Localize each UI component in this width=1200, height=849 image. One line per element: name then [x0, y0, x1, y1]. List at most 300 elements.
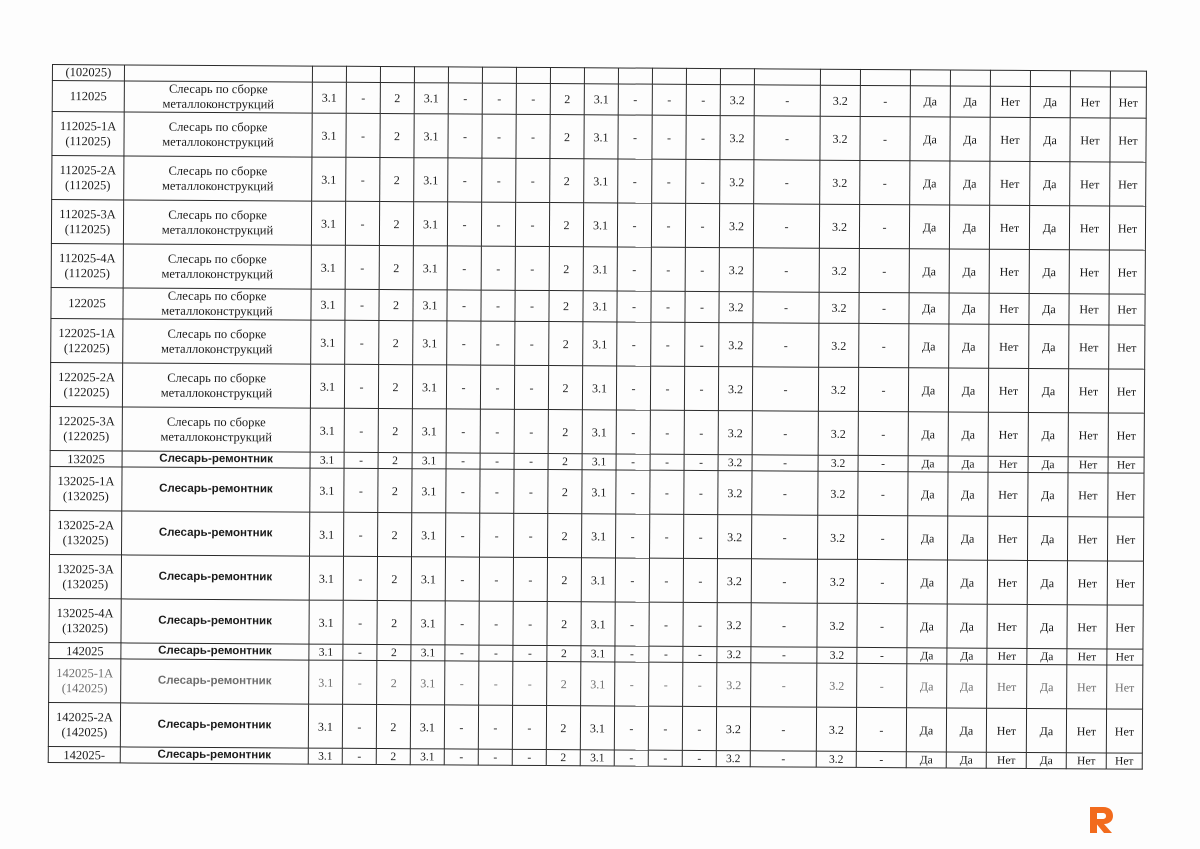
- value-cell: -: [649, 514, 683, 558]
- value-cell: -: [648, 750, 682, 766]
- value-cell: 2: [376, 704, 410, 748]
- row-code: 142025-1А (142025): [49, 658, 121, 702]
- empty-cell: [860, 69, 910, 85]
- value-cell: -: [683, 646, 717, 662]
- value-cell: 3.2: [717, 663, 751, 707]
- value-cell: -: [684, 454, 718, 470]
- row-profession: Слесарь по сборке металлоконструкций: [123, 319, 311, 364]
- value-cell: 3.1: [309, 512, 343, 556]
- value-cell: 2: [378, 409, 412, 453]
- value-cell: Да: [907, 648, 947, 664]
- value-cell: -: [752, 411, 818, 455]
- value-cell: -: [618, 84, 652, 115]
- value-cell: -: [652, 115, 686, 159]
- value-cell: Нет: [1070, 118, 1110, 162]
- row-profession: Слесарь по сборке металлоконструкций: [123, 288, 311, 320]
- empty-cell: [312, 66, 346, 82]
- value-cell: -: [444, 705, 478, 749]
- value-cell: -: [751, 515, 817, 559]
- value-cell: Да: [1027, 516, 1067, 560]
- value-cell: 3.1: [413, 202, 447, 246]
- value-cell: -: [650, 470, 684, 514]
- value-cell: Нет: [1110, 162, 1146, 206]
- value-cell: -: [615, 646, 649, 662]
- value-cell: 3.2: [719, 323, 753, 367]
- row-code: 112025-1А (112025): [52, 112, 124, 156]
- row-profession: Слесарь по сборке металлоконструкций: [124, 156, 312, 201]
- value-cell: Да: [907, 604, 947, 648]
- value-cell: -: [651, 322, 685, 366]
- value-cell: -: [649, 602, 683, 646]
- value-cell: 2: [377, 600, 411, 644]
- value-cell: -: [750, 751, 816, 767]
- value-cell: -: [614, 706, 648, 750]
- value-cell: -: [617, 247, 651, 291]
- value-cell: -: [445, 661, 479, 705]
- value-cell: Да: [950, 86, 990, 117]
- value-cell: 3.2: [820, 116, 860, 160]
- value-cell: 2: [548, 410, 582, 454]
- value-cell: 3.1: [309, 660, 343, 704]
- value-cell: 2: [379, 290, 413, 321]
- value-cell: Да: [1029, 249, 1069, 293]
- table-row: [52, 156, 1146, 207]
- value-cell: 3.1: [411, 513, 445, 557]
- value-cell: Да: [1026, 708, 1066, 752]
- empty-cell: [414, 67, 448, 83]
- value-cell: Да: [947, 604, 987, 648]
- table-row: [49, 598, 1143, 649]
- value-cell: Нет: [987, 516, 1027, 560]
- value-cell: -: [342, 704, 376, 748]
- value-cell: Нет: [1106, 753, 1142, 769]
- value-cell: Да: [949, 205, 989, 249]
- value-cell: 3.1: [584, 159, 618, 203]
- value-cell: -: [346, 113, 380, 157]
- empty-cell: [754, 69, 820, 85]
- table-row: [51, 200, 1145, 251]
- value-cell: -: [479, 513, 513, 557]
- value-cell: -: [514, 453, 548, 469]
- value-cell: 3.2: [717, 647, 751, 663]
- value-cell: -: [342, 748, 376, 764]
- table-row: [51, 243, 1145, 294]
- value-cell: 2: [550, 84, 584, 115]
- value-cell: Да: [910, 86, 950, 117]
- value-cell: -: [479, 645, 513, 661]
- value-cell: -: [480, 469, 514, 513]
- value-cell: 3.1: [583, 291, 617, 322]
- row-code: 122025-1А (122025): [51, 318, 123, 362]
- value-cell: Нет: [1110, 118, 1146, 162]
- value-cell: Нет: [990, 86, 1030, 117]
- value-cell: 3.1: [413, 290, 447, 321]
- value-cell: 3.2: [817, 515, 857, 559]
- value-cell: -: [446, 365, 480, 409]
- value-cell: 3.2: [817, 559, 857, 603]
- value-cell: -: [345, 320, 379, 364]
- value-cell: Да: [910, 117, 950, 161]
- value-cell: -: [446, 453, 480, 469]
- value-cell: -: [752, 455, 818, 471]
- value-cell: Да: [950, 117, 990, 161]
- value-cell: Да: [1028, 412, 1068, 456]
- value-cell: Да: [947, 664, 987, 708]
- value-cell: 3.2: [817, 603, 857, 647]
- value-cell: 2: [549, 203, 583, 247]
- value-cell: 2: [380, 158, 414, 202]
- row-code: 132025-2А (132025): [50, 510, 122, 554]
- value-cell: 3.1: [310, 452, 344, 468]
- value-cell: -: [482, 114, 516, 158]
- empty-cell: [482, 67, 516, 83]
- value-cell: Нет: [1109, 294, 1145, 325]
- value-cell: 3.1: [310, 408, 344, 452]
- value-cell: 2: [378, 365, 412, 409]
- value-cell: Да: [1030, 86, 1070, 117]
- value-cell: -: [684, 366, 718, 410]
- value-cell: -: [615, 662, 649, 706]
- value-cell: -: [860, 160, 910, 204]
- value-cell: 3.1: [584, 84, 618, 115]
- value-cell: Нет: [988, 456, 1028, 472]
- value-cell: -: [515, 290, 549, 321]
- value-cell: -: [751, 663, 817, 707]
- value-cell: -: [444, 749, 478, 765]
- value-cell: Да: [949, 293, 989, 324]
- value-cell: Нет: [1107, 605, 1143, 649]
- value-cell: -: [858, 411, 908, 455]
- value-cell: -: [516, 158, 550, 202]
- value-cell: -: [616, 454, 650, 470]
- value-cell: -: [614, 750, 648, 766]
- value-cell: Нет: [1108, 473, 1144, 517]
- value-cell: -: [683, 514, 717, 558]
- value-cell: -: [481, 202, 515, 246]
- value-cell: 2: [377, 644, 411, 660]
- value-cell: 3.1: [309, 556, 343, 600]
- row-code: 132025-4А (132025): [49, 598, 121, 642]
- value-cell: -: [858, 455, 908, 471]
- value-cell: -: [686, 115, 720, 159]
- value-cell: -: [346, 157, 380, 201]
- row-code: 122025-3А (122025): [50, 406, 122, 450]
- value-cell: 2: [376, 748, 410, 764]
- value-cell: -: [513, 645, 547, 661]
- empty-cell: [346, 66, 380, 82]
- value-cell: 3.1: [583, 203, 617, 247]
- value-cell: Да: [908, 456, 948, 472]
- value-cell: -: [856, 751, 906, 767]
- value-cell: -: [447, 246, 481, 290]
- value-cell: 3.1: [582, 470, 616, 514]
- value-cell: -: [615, 514, 649, 558]
- value-cell: -: [857, 647, 907, 663]
- value-cell: 2: [379, 202, 413, 246]
- value-cell: 3.2: [717, 603, 751, 647]
- value-cell: -: [683, 662, 717, 706]
- value-cell: 3.1: [583, 247, 617, 291]
- value-cell: -: [683, 558, 717, 602]
- data-table: [48, 64, 1147, 770]
- value-cell: -: [445, 645, 479, 661]
- empty-cell: [1110, 71, 1146, 87]
- value-cell: -: [859, 323, 909, 367]
- value-cell: Нет: [1068, 369, 1108, 413]
- empty-cell: [448, 67, 482, 83]
- value-cell: -: [343, 644, 377, 660]
- value-cell: -: [682, 750, 716, 766]
- value-cell: -: [445, 513, 479, 557]
- value-cell: 3.2: [720, 116, 754, 160]
- value-cell: -: [754, 160, 820, 204]
- value-cell: -: [650, 366, 684, 410]
- value-cell: -: [859, 292, 909, 323]
- row-code: 112025-4А (112025): [51, 243, 123, 287]
- value-cell: 3.1: [584, 115, 618, 159]
- value-cell: -: [346, 82, 380, 113]
- value-cell: -: [480, 409, 514, 453]
- value-cell: -: [753, 204, 819, 248]
- value-cell: -: [685, 322, 719, 366]
- value-cell: Нет: [1108, 413, 1144, 457]
- value-cell: -: [752, 471, 818, 515]
- value-cell: -: [514, 409, 548, 453]
- value-cell: -: [617, 291, 651, 322]
- value-cell: 3.1: [412, 453, 446, 469]
- row-profession: Слесарь по сборке металлоконструкций: [123, 200, 311, 245]
- value-cell: 3.1: [410, 705, 444, 749]
- value-cell: 3.1: [582, 366, 616, 410]
- value-cell: Да: [907, 516, 947, 560]
- value-cell: -: [512, 705, 546, 749]
- value-cell: -: [513, 557, 547, 601]
- value-cell: Да: [909, 293, 949, 324]
- value-cell: -: [515, 321, 549, 365]
- value-cell: 2: [547, 514, 581, 558]
- value-cell: Нет: [989, 249, 1029, 293]
- r-logo-shape: [1090, 807, 1113, 833]
- value-cell: Нет: [1069, 294, 1109, 325]
- value-cell: 3.2: [818, 411, 858, 455]
- value-cell: Нет: [987, 560, 1027, 604]
- value-cell: -: [752, 367, 818, 411]
- row-code: 112025-3А (112025): [51, 200, 123, 244]
- value-cell: -: [615, 602, 649, 646]
- value-cell: 2: [379, 246, 413, 290]
- value-cell: 3.2: [716, 707, 750, 751]
- value-cell: -: [481, 290, 515, 321]
- value-cell: -: [480, 453, 514, 469]
- row-code: 122025-2А (122025): [50, 362, 122, 406]
- value-cell: 3.2: [816, 751, 856, 767]
- value-cell: 3.1: [583, 322, 617, 366]
- row-code: 122025: [51, 287, 123, 318]
- value-cell: 3.2: [819, 323, 859, 367]
- empty-cell: [550, 68, 584, 84]
- value-cell: -: [344, 452, 378, 468]
- value-cell: Нет: [1107, 665, 1143, 709]
- table-row: [51, 318, 1145, 369]
- table-row: [52, 112, 1146, 163]
- value-cell: 3.2: [820, 85, 860, 116]
- value-cell: 3.2: [717, 515, 751, 559]
- value-cell: -: [753, 292, 819, 323]
- value-cell: 2: [380, 83, 414, 114]
- empty-cell: [820, 69, 860, 85]
- value-cell: 3.2: [720, 85, 754, 116]
- value-cell: Нет: [990, 161, 1030, 205]
- empty-cell: [652, 68, 686, 84]
- value-cell: -: [649, 558, 683, 602]
- value-cell: Нет: [1069, 325, 1109, 369]
- value-cell: -: [649, 646, 683, 662]
- value-cell: -: [343, 660, 377, 704]
- value-cell: 2: [548, 454, 582, 470]
- empty-cell: [584, 68, 618, 84]
- value-cell: Нет: [986, 708, 1026, 752]
- value-cell: -: [479, 557, 513, 601]
- value-cell: 3.1: [309, 644, 343, 660]
- value-cell: Нет: [987, 604, 1027, 648]
- value-cell: -: [617, 322, 651, 366]
- row-profession: Слесарь по сборке металлоконструкций: [124, 112, 312, 157]
- value-cell: 3.2: [818, 471, 858, 515]
- value-cell: 2: [546, 706, 580, 750]
- value-cell: -: [345, 289, 379, 320]
- value-cell: -: [447, 321, 481, 365]
- value-cell: Да: [906, 708, 946, 752]
- value-cell: Да: [1030, 161, 1070, 205]
- empty-cell: [1030, 70, 1070, 86]
- value-cell: -: [482, 83, 516, 114]
- value-cell: Нет: [988, 412, 1028, 456]
- value-cell: 3.2: [720, 160, 754, 204]
- value-cell: -: [446, 409, 480, 453]
- row-profession: Слесарь-ремонтник: [122, 467, 310, 512]
- value-cell: 3.2: [719, 292, 753, 323]
- value-cell: Нет: [989, 324, 1029, 368]
- value-cell: 3.1: [309, 600, 343, 644]
- value-cell: 2: [550, 115, 584, 159]
- value-cell: 3.1: [582, 454, 616, 470]
- empty-cell: [618, 68, 652, 84]
- value-cell: 3.1: [312, 113, 346, 157]
- value-cell: -: [751, 603, 817, 647]
- value-cell: -: [448, 114, 482, 158]
- value-cell: 3.2: [818, 367, 858, 411]
- row-code: 132025-3А (132025): [49, 554, 121, 598]
- value-cell: Да: [947, 648, 987, 664]
- row-code: 142025-: [48, 746, 120, 762]
- value-cell: -: [345, 201, 379, 245]
- value-cell: Нет: [987, 648, 1027, 664]
- value-cell: Да: [948, 368, 988, 412]
- value-cell: -: [618, 115, 652, 159]
- value-cell: 2: [549, 247, 583, 291]
- value-cell: 3.1: [312, 82, 346, 113]
- value-cell: 3.1: [414, 114, 448, 158]
- value-cell: 2: [548, 366, 582, 410]
- value-cell: -: [445, 601, 479, 645]
- value-cell: Да: [1027, 560, 1067, 604]
- value-cell: -: [515, 202, 549, 246]
- value-cell: -: [447, 202, 481, 246]
- value-cell: -: [344, 468, 378, 512]
- value-cell: -: [685, 247, 719, 291]
- value-cell: -: [617, 203, 651, 247]
- value-cell: 3.1: [311, 320, 345, 364]
- value-cell: 2: [546, 750, 580, 766]
- row-profession: Слесарь по сборке металлоконструкций: [122, 363, 310, 408]
- value-cell: 2: [378, 452, 412, 468]
- value-cell: Нет: [1069, 250, 1109, 294]
- value-cell: 3.1: [581, 646, 615, 662]
- value-cell: -: [857, 515, 907, 559]
- value-cell: 3.2: [816, 707, 856, 751]
- value-cell: -: [652, 159, 686, 203]
- value-cell: -: [516, 114, 550, 158]
- value-cell: -: [684, 470, 718, 514]
- value-cell: -: [447, 290, 481, 321]
- value-cell: -: [513, 661, 547, 705]
- value-cell: 3.2: [820, 160, 860, 204]
- table-row: [50, 466, 1144, 517]
- value-cell: Нет: [1070, 162, 1110, 206]
- value-cell: 3.1: [413, 246, 447, 290]
- value-cell: -: [448, 158, 482, 202]
- value-cell: Да: [948, 472, 988, 516]
- value-cell: Да: [1029, 205, 1069, 249]
- value-cell: -: [751, 647, 817, 663]
- row-profession: Слесарь-ремонтник: [121, 643, 309, 660]
- value-cell: Нет: [1066, 709, 1106, 753]
- value-cell: 2: [550, 159, 584, 203]
- value-cell: -: [685, 291, 719, 322]
- value-cell: -: [651, 247, 685, 291]
- value-cell: Нет: [1108, 457, 1144, 473]
- value-cell: -: [513, 513, 547, 557]
- value-cell: Да: [908, 368, 948, 412]
- value-cell: -: [651, 203, 685, 247]
- value-cell: -: [478, 705, 512, 749]
- value-cell: Нет: [1069, 206, 1109, 250]
- value-cell: 3.1: [414, 83, 448, 114]
- value-cell: 3.2: [719, 248, 753, 292]
- value-cell: -: [651, 291, 685, 322]
- row-profession: Слесарь по сборке металлоконструкций: [124, 81, 312, 113]
- value-cell: Нет: [1067, 517, 1107, 561]
- value-cell: -: [648, 706, 682, 750]
- value-cell: Да: [948, 456, 988, 472]
- value-cell: 2: [377, 512, 411, 556]
- empty-cell: [910, 70, 950, 86]
- row-code: 112025: [52, 81, 124, 112]
- value-cell: -: [343, 600, 377, 644]
- value-cell: 2: [377, 660, 411, 704]
- value-cell: 3.2: [718, 471, 752, 515]
- value-cell: Нет: [1107, 517, 1143, 561]
- value-cell: 3.1: [411, 661, 445, 705]
- value-cell: 2: [549, 291, 583, 322]
- value-cell: Да: [909, 249, 949, 293]
- value-cell: -: [446, 469, 480, 513]
- row-code: 142025-2А (142025): [48, 702, 120, 746]
- value-cell: -: [860, 116, 910, 160]
- value-cell: -: [478, 749, 512, 765]
- empty-cell: [950, 70, 990, 86]
- table-row: [49, 658, 1143, 709]
